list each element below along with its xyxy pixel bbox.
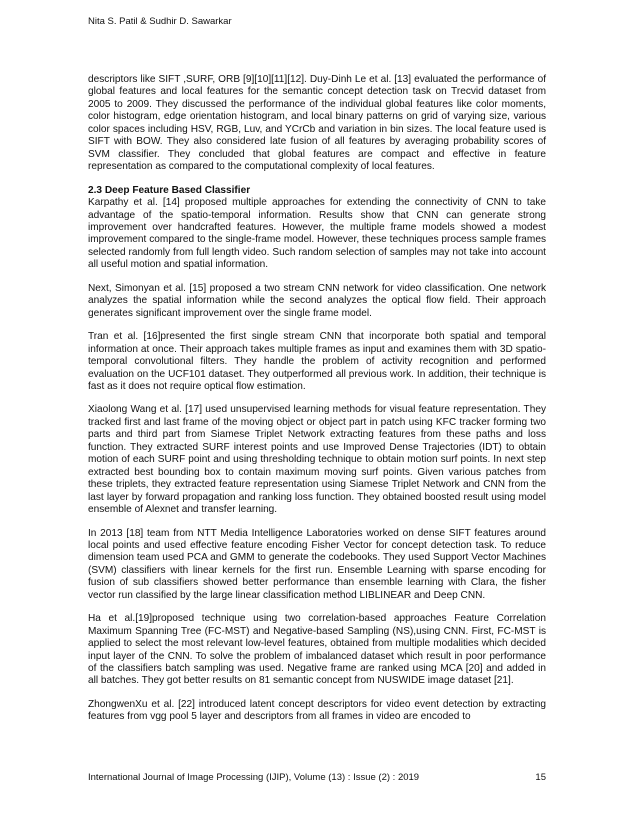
running-header: Nita S. Patil & Sudhir D. Sawarkar bbox=[88, 16, 232, 27]
paragraph: descriptors like SIFT ,SURF, ORB [9][10][11][12]. Duy-Dinh Le et al. [13] evaluated the performance of global features and local features for the semantic concept detection task on Trecvid dataset from 2005 to 2009. They discussed the performance of the individual global features like color moments, color histogram, edge orientation histogram, and local binary patterns on grid of varying size, various color spaces including HSV, RGB, Luv, and YCrCb and variation in bin sizes. The local feature used is SIFT with BOW. They also considered late fusion of all features by averaging probability scores of SVM classifier. They concluded that global features are compact and effective in feature representation as compared to the computational complexity of local features. bbox=[88, 74, 546, 173]
paragraph: ZhongwenXu et al. [22] introduced latent concept descriptors for video event detection by extracting features from vgg pool 5 layer and descriptors from all frames in video are encoded to bbox=[88, 698, 546, 723]
paragraph: Karpathy et al. [14] proposed multiple approaches for extending the connectivity of CNN to take advantage of the spatio-temporal information. Results show that CNN can generate strong improvement over handcrafted features. However, the multiple frame models showed a modest improvement compared to the single-frame model. However, these techniques process sample frames selected randomly from full length video. Such random selection of samples may not take into account all useful motion and spatial information. bbox=[88, 197, 546, 271]
paragraph: Ha et al.[19]proposed technique using two correlation-based approaches Feature Correlation Maximum Spanning Tree (FC-MST) and Negative-based Sampling (NS),using CNN. First, FC-MST is applied to select the most relevant low-level features, obtained from multiple modalities which decided input layer of the CNN. To solve the problem of imbalanced dataset which result in poor performance of the classifiers batch sampling was used. Negative frame are ranked using MCA [20] and added in all batches. They got better results on 81 semantic concept from NUSWIDE image dataset [21]. bbox=[88, 613, 546, 687]
paragraph: Next, Simonyan et al. [15] proposed a two stream CNN network for video classification. One network analyzes the spatial information while the second analyzes the optical flow field. Their approach generates significant improvement over the single frame model. bbox=[88, 282, 546, 319]
body-text bbox=[88, 74, 546, 735]
paragraph: Xiaolong Wang et al. [17] used unsupervised learning methods for visual feature representation. They tracked first and last frame of the moving object or object part in patch using KFC tracker forming two parts and third part from Siamese Triplet Network extracting features from these paths and loss function. They extracted SURF interest points and use Improved Dense Trajectories (IDT) to obtain motion of each SURF point and using thresholding technique to obtain motion surf points. In next step extracted best bounding box to contain maximum moving surf points. Given various patches from these triplets, they extracted feature representation using Siamese Triplet Network and CNN from the last layer by forward propagation and ranking loss function. They obtained boosted result using model ensemble of Alexnet and transfer learning. bbox=[88, 404, 546, 516]
journal-citation: International Journal of Image Processing (IJIP), Volume (13) : Issue (2) : 2019 bbox=[88, 772, 420, 783]
paragraph: In 2013 [18] team from NTT Media Intelligence Laboratories worked on dense SIFT features around local points and used effective feature encoding Fisher Vector for concept detection task. To reduce dimension team used PCA and GMM to generate the codebooks. They used Support Vector Machines (SVM) classifiers with linear kernels for the first run. Ensemble Learning with sparse encoding for fusion of sub classifiers showed better performance than ensemble learning with Clara, the fisher vector run classified by the large linear classification method LIBLINEAR and Deep CNN. bbox=[88, 527, 546, 601]
page-number: 15 bbox=[535, 772, 546, 783]
paragraph: Tran et al. [16]presented the first single stream CNN that incorporate both spatial and temporal information at once. Their approach takes multiple frames as input and examines them with 3D spatio-temporal convolutional filters. They handle the problem of activity recognition and performed evaluation on the UCF101 dataset. They outperformed all previous work. In addition, their technique is fast as it does not require optical flow estimation. bbox=[88, 331, 546, 392]
page-footer bbox=[88, 772, 546, 783]
section-heading: 2.3 Deep Feature Based Classifier bbox=[88, 184, 251, 196]
